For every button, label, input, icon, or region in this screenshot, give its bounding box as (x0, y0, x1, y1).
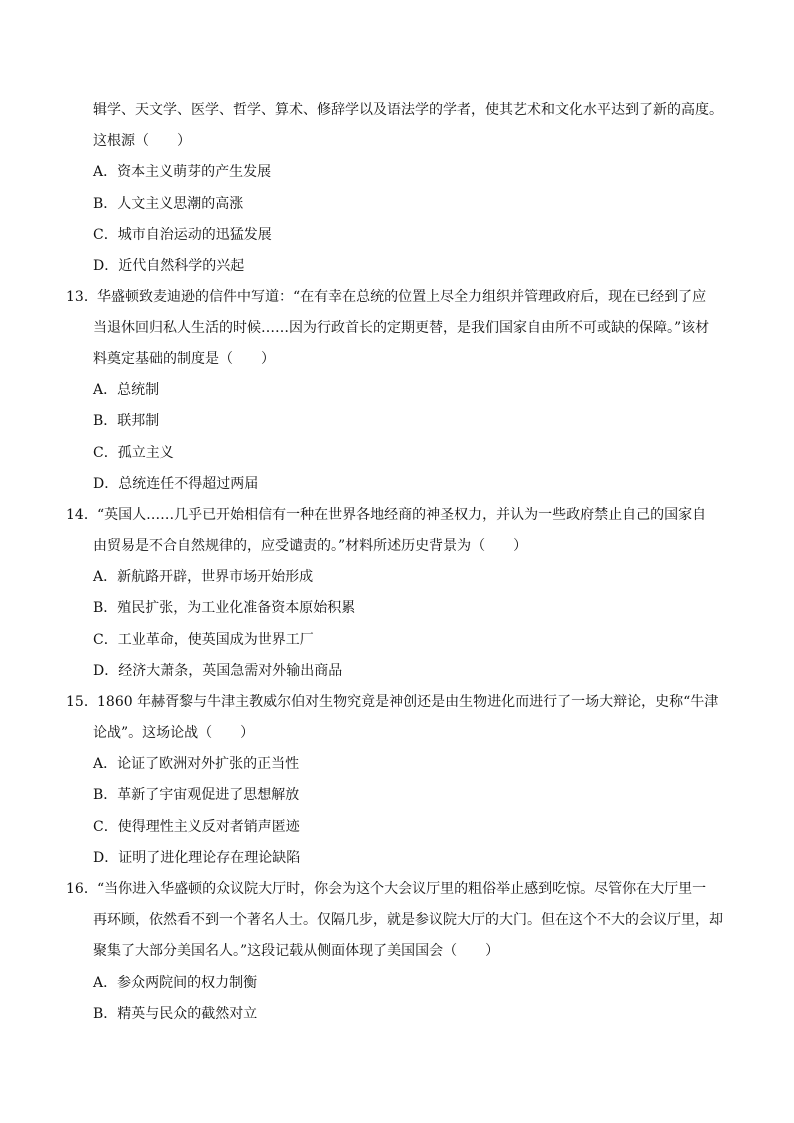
question-text-line: 1860 年赫胥黎与牛津主教威尔伯对生物究竟是神创还是由生物进化而进行了一场大辩论，史称“牛津 (97, 694, 719, 710)
answer-option: D．近代自然科学的兴起 (93, 258, 245, 274)
question-text-line: 由贸易是不合自然规律的，应受谴责的。”材料所述历史背景为（ ） (93, 538, 528, 554)
question-text-line: 这根源（ ） (93, 133, 191, 149)
answer-option: B．革新了宇宙观促进了思想解放 (93, 787, 300, 803)
question-text-line: 再环顾，依然看不到一个著名人士。仅隔几步，就是参议院大厅的大门。但在这个不大的会议厅里，却 (93, 912, 723, 928)
answer-option: B．殖民扩张，为工业化准备资本原始积累 (93, 600, 356, 616)
answer-option: B．人文主义思潮的高涨 (93, 196, 244, 212)
answer-option: A．总统制 (93, 382, 160, 398)
question-number: 14． (66, 507, 98, 523)
question-text-line: 辑学、天文学、医学、哲学、算术、修辞学以及语法学的学者，使其艺术和文化水平达到了新的高度。 (93, 102, 723, 118)
question-number: 16． (66, 881, 98, 897)
answer-option: B．联邦制 (93, 413, 160, 429)
question-number: 13． (66, 289, 98, 305)
question-text-line: 料奠定基础的制度是（ ） (93, 351, 275, 367)
question-text-line: 论战”。这场论战（ ） (93, 725, 255, 741)
answer-option: C．孤立主义 (93, 445, 174, 461)
answer-option: B．精英与民众的截然对立 (93, 1006, 258, 1022)
question-text-line: “英国人……几乎已开始相信有一种在世界各地经商的神圣权力，并认为一些政府禁止自己的国家自 (97, 507, 707, 523)
question-number: 15． (66, 694, 98, 710)
answer-option: D．总统连任不得超过两届 (93, 476, 259, 492)
question-text-line: “当你进入华盛顿的众议院大厅时，你会为这个大会议厅里的粗俗举止感到吃惊。尽管你在大厅里一 (97, 881, 707, 897)
question-text-line: 当退休回归私人生活的时候……因为行政首长的定期更替，是我们国家自由所不可或缺的保障。”该材 (93, 320, 710, 336)
answer-option: D．证明了进化理论存在理论缺陷 (93, 850, 301, 866)
answer-option: C．使得理性主义反对者销声匿迹 (93, 819, 300, 835)
answer-option: A．参众两院间的权力制衡 (93, 975, 258, 991)
answer-option: A．资本主义萌芽的产生发展 (93, 164, 272, 180)
answer-option: C．城市自治运动的迅猛发展 (93, 227, 272, 243)
answer-option: C．工业革命，使英国成为世界工厂 (93, 632, 314, 648)
answer-option: D．经济大萧条，英国急需对外输出商品 (93, 663, 343, 679)
question-text-line: 华盛顿致麦迪逊的信件中写道：“在有幸在总统的位置上尽全力组织并管理政府后，现在已经到了应 (97, 289, 707, 305)
answer-option: A．新航路开辟，世界市场开始形成 (93, 569, 314, 585)
question-text-line: 聚集了大部分美国名人。”这段记载从侧面体现了美国国会（ ） (93, 943, 500, 959)
answer-option: A．论证了欧洲对外扩张的正当性 (93, 756, 300, 772)
